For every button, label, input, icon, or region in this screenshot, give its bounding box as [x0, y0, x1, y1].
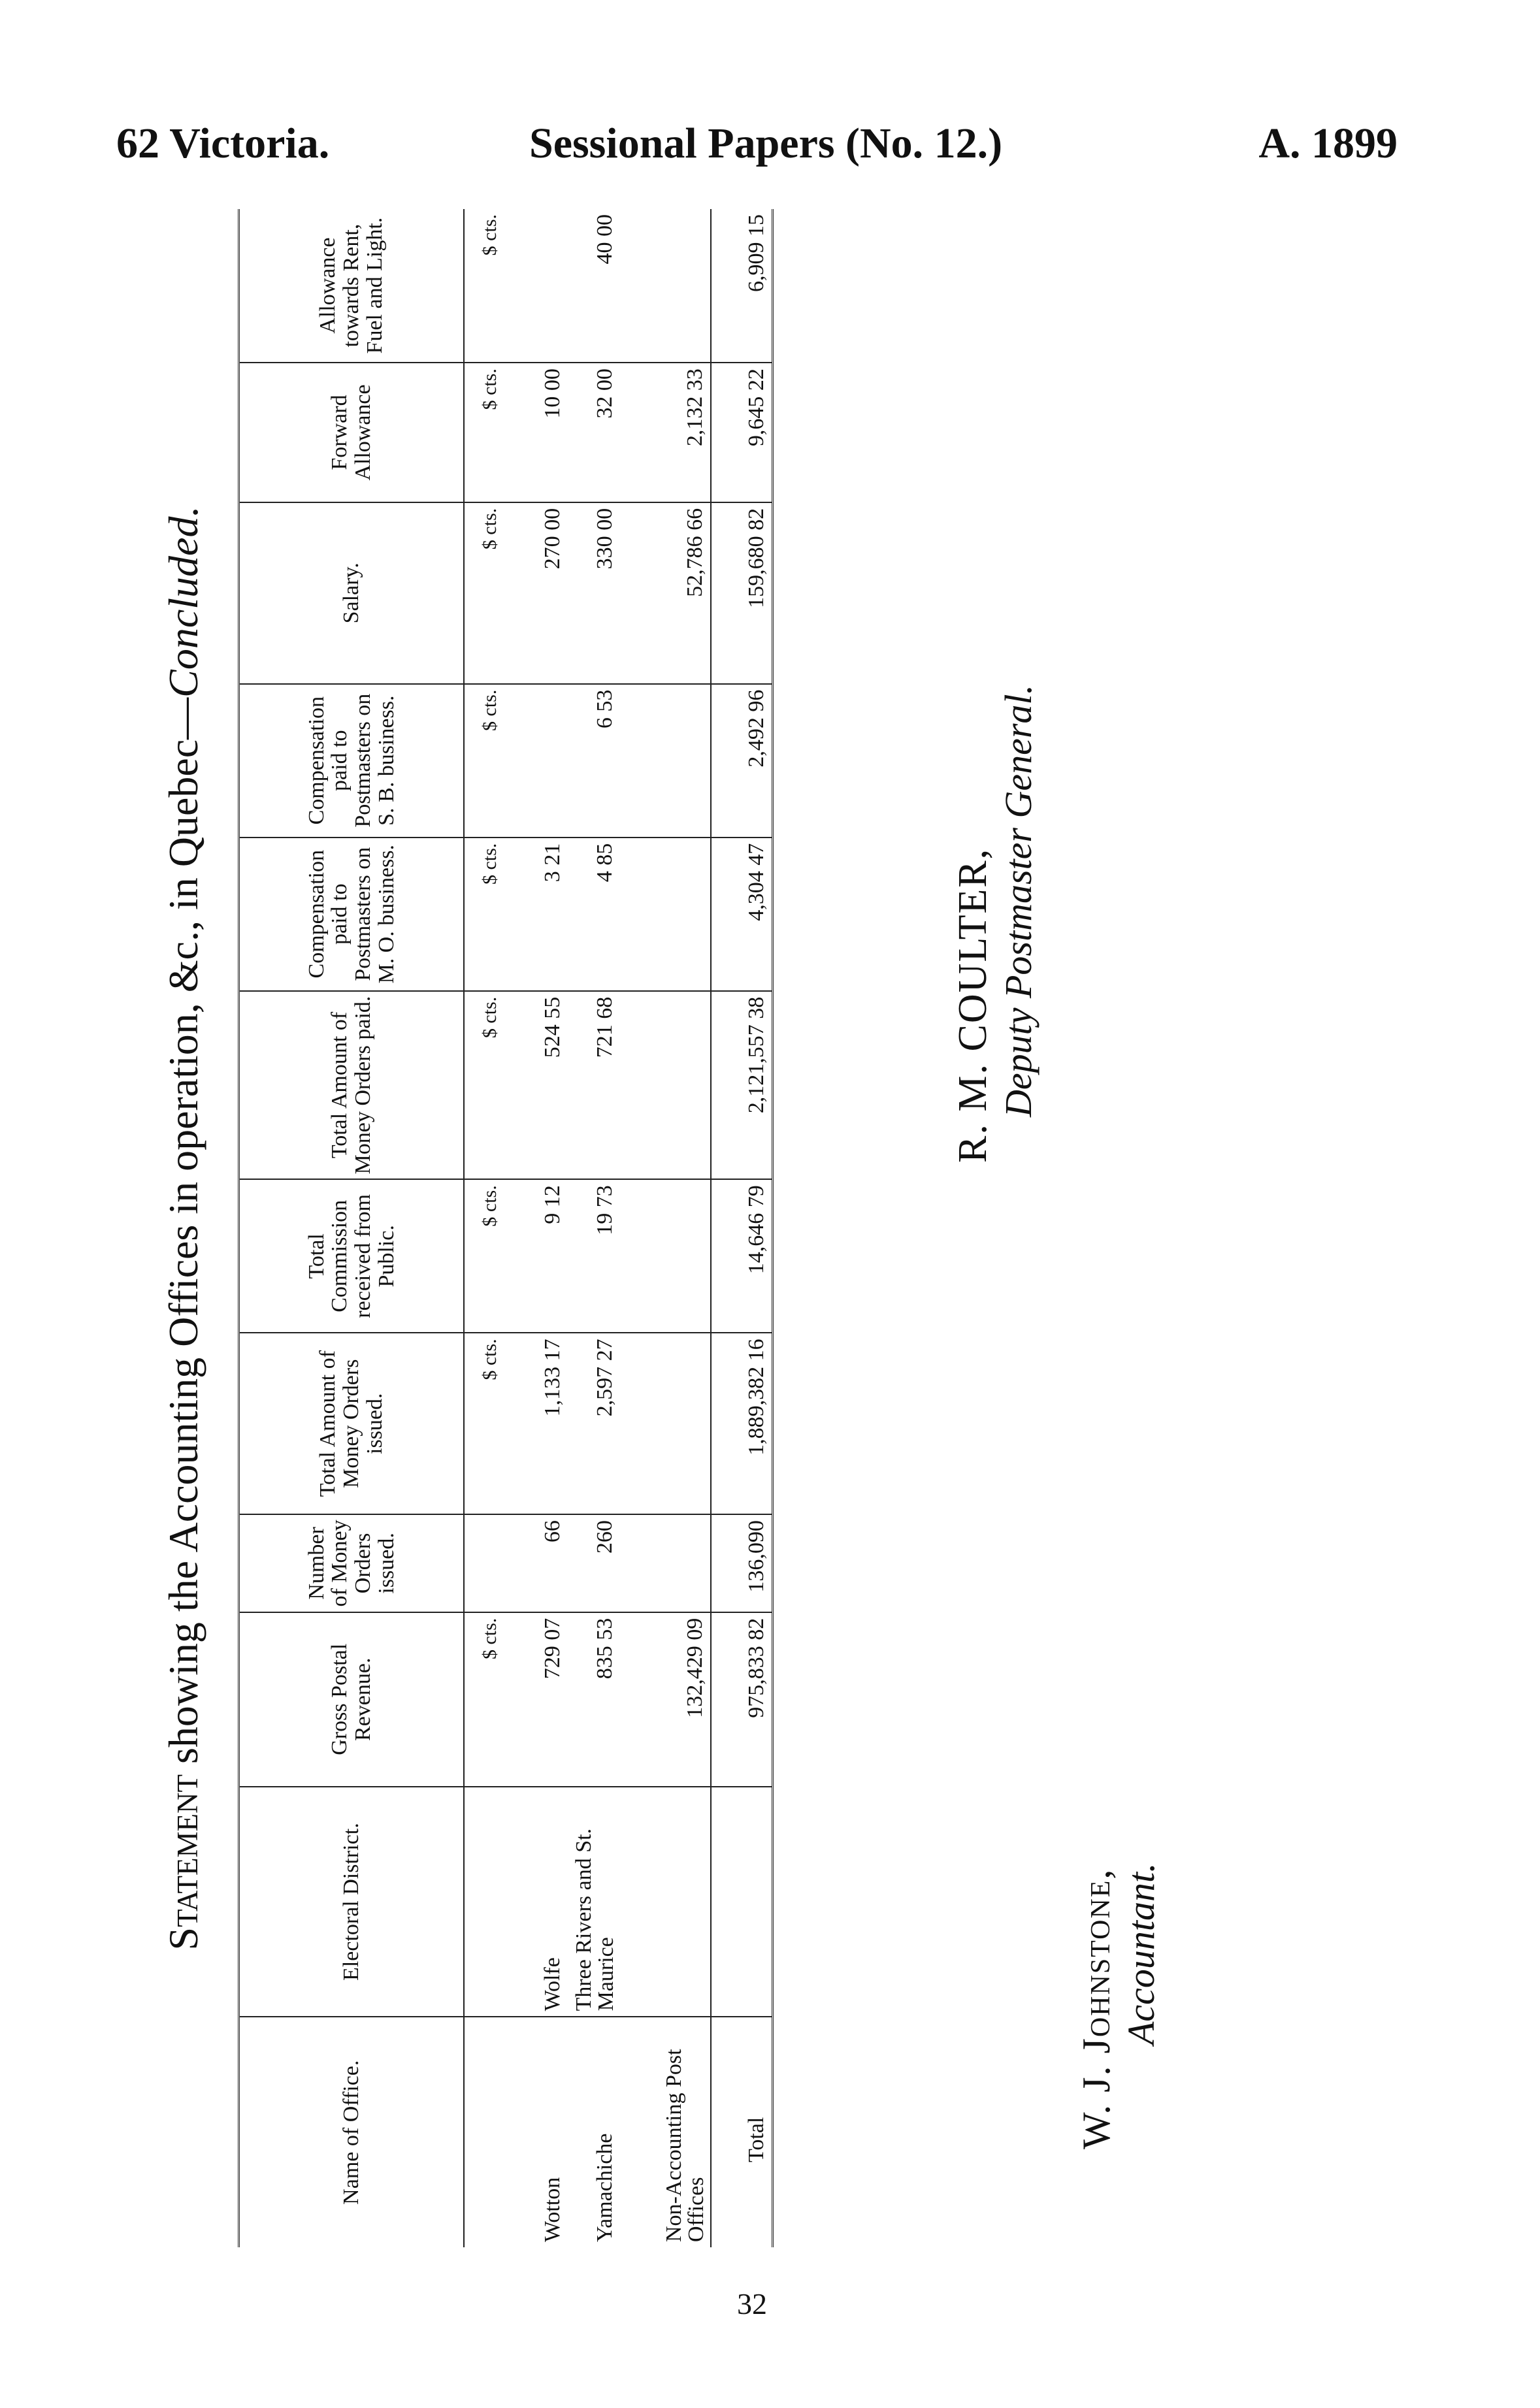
units-cell: $ cts. — [464, 684, 516, 838]
table-row — [568, 209, 620, 2247]
cell-mo-paid: 721 68 — [568, 991, 620, 1179]
signatory-name — [1074, 1863, 1119, 2149]
units-row — [464, 209, 516, 2247]
header-left: 62 Victoria. — [116, 120, 330, 167]
cell-salary-total: 159,680 82 — [711, 502, 773, 684]
col-header-salary: Salary. — [239, 502, 465, 684]
header-right: A. 1899 — [1258, 120, 1398, 167]
units-cell — [464, 2017, 516, 2247]
cell-revenue: 132,429 09 — [620, 1612, 711, 1787]
cell-comp-mo: 4 85 — [568, 838, 620, 991]
statement-title-lead: Statement — [160, 1774, 206, 1951]
cell-office: Wotton — [540, 2177, 565, 2242]
total-row — [711, 209, 773, 2247]
col-header-comp-sb: Compensation paid to Postmasters on S. B. business. — [239, 684, 465, 838]
cell-office: Yamachiche — [593, 2133, 617, 2242]
cell-revenue: 835 53 — [568, 1612, 620, 1787]
table-row — [516, 209, 568, 2247]
col-header-gross-postal-revenue: Gross Postal Revenue. — [239, 1612, 465, 1787]
cell-rent: 40 00 — [568, 209, 620, 363]
cell-office-total: Total — [711, 2017, 773, 2247]
col-header-comp-mo: Compensation paid to Postmasters on M. O. business. — [239, 838, 465, 991]
cell-mo-issued — [620, 1333, 711, 1514]
cell-comp-sb — [620, 684, 711, 838]
col-header-name-of-office: Name of Office. — [239, 2017, 465, 2247]
cell-mo-number — [620, 1514, 711, 1612]
rotated-statement-page — [159, 209, 1453, 2247]
cell-mo-paid — [620, 991, 711, 1179]
cell-district-total — [711, 1787, 773, 2017]
cell-forward: 2,132 33 — [620, 363, 711, 502]
cell-comp-mo-total: 4,304 47 — [711, 838, 773, 991]
units-cell: $ cts. — [464, 1612, 516, 1787]
cell-office: Non-Accounting Post Offices — [662, 2049, 708, 2242]
cell-forward-total: 9,645 22 — [711, 363, 773, 502]
signatory-surname: Johnstone, — [1075, 1868, 1118, 2054]
cell-salary: 52,786 66 — [620, 502, 711, 684]
statement-title-main: showing the Accounting Offices in operation, &c., in Quebec— — [160, 697, 206, 1775]
units-cell: $ cts. — [464, 1333, 516, 1514]
units-cell: $ cts. — [464, 502, 516, 684]
cell-commission: 9 12 — [516, 1179, 568, 1333]
units-cell: $ cts. — [464, 209, 516, 363]
cell-commission: 19 73 — [568, 1179, 620, 1333]
col-header-mo-paid-amount: Total Amount of Money Orders paid. — [239, 991, 465, 1179]
cell-rent-total: 6,909 15 — [711, 209, 773, 363]
units-cell: $ cts. — [464, 1179, 516, 1333]
cell-revenue-total: 975,833 82 — [711, 1612, 773, 1787]
cell-comp-sb: 6 53 — [568, 684, 620, 838]
cell-forward: 10 00 — [516, 363, 568, 502]
signatory-title: Deputy Postmaster General. — [997, 684, 1040, 1117]
col-header-forward-allowance: Forward Allowance — [239, 363, 465, 502]
units-cell: $ cts. — [464, 991, 516, 1179]
units-cell: $ cts. — [464, 363, 516, 502]
cell-district: Three Rivers and St. Maurice — [568, 1787, 620, 2017]
cell-mo-number: 66 — [516, 1514, 568, 1612]
cell-mo-number: 260 — [568, 1514, 620, 1612]
col-header-electoral-district: Electoral District. — [239, 1787, 465, 2017]
cell-comp-sb-total: 2,492 96 — [711, 684, 773, 838]
col-header-mo-number: Number of Money Orders issued. — [239, 1514, 465, 1612]
col-header-commission: Total Commission received from Public. — [239, 1179, 465, 1333]
signatory-initials: W. J. — [1075, 2053, 1118, 2149]
table-row — [620, 209, 711, 2247]
cell-mo-issued: 2,597 27 — [568, 1333, 620, 1514]
statement-title-tail: Concluded. — [160, 506, 206, 698]
signatory-title: Accountant. — [1120, 1863, 1162, 2045]
statement-title — [159, 209, 208, 2247]
header-center: Sessional Papers (No. 12.) — [529, 120, 1003, 167]
cell-salary: 270 00 — [516, 502, 568, 684]
cell-commission — [620, 1179, 711, 1333]
cell-forward: 32 00 — [568, 363, 620, 502]
cell-rent — [516, 209, 568, 363]
accounting-offices-table — [238, 209, 774, 2247]
cell-rent — [620, 209, 711, 363]
units-cell — [464, 1514, 516, 1612]
cell-mo-issued: 1,133 17 — [516, 1333, 568, 1514]
cell-salary: 330 00 — [568, 502, 620, 684]
units-cell: $ cts. — [464, 838, 516, 991]
cell-comp-mo: 3 21 — [516, 838, 568, 991]
cell-mo-issued-total: 1,889,382 16 — [711, 1333, 773, 1514]
cell-district — [620, 1787, 711, 2017]
cell-district: Wolfe — [516, 1787, 568, 2017]
signatory-name: R. M. COULTER, — [951, 847, 995, 1163]
cell-mo-paid: 524 55 — [516, 991, 568, 1179]
cell-mo-number-total: 136,090 — [711, 1514, 773, 1612]
cell-revenue: 729 07 — [516, 1612, 568, 1787]
page-number: 32 — [737, 2287, 767, 2320]
cell-commission-total: 14,646 79 — [711, 1179, 773, 1333]
cell-mo-paid-total: 2,121,557 38 — [711, 991, 773, 1179]
signature-block-left — [1074, 1863, 1163, 2149]
cell-comp-sb — [516, 684, 568, 838]
cell-comp-mo — [620, 838, 711, 991]
signature-block-right — [950, 685, 1040, 1163]
col-header-rent-allowance: Allowance towards Rent, Fuel and Light. — [239, 209, 465, 363]
col-header-mo-issued-amount: Total Amount of Money Orders issued. — [239, 1333, 465, 1514]
header-row — [239, 209, 465, 2247]
units-cell — [464, 1787, 516, 2017]
